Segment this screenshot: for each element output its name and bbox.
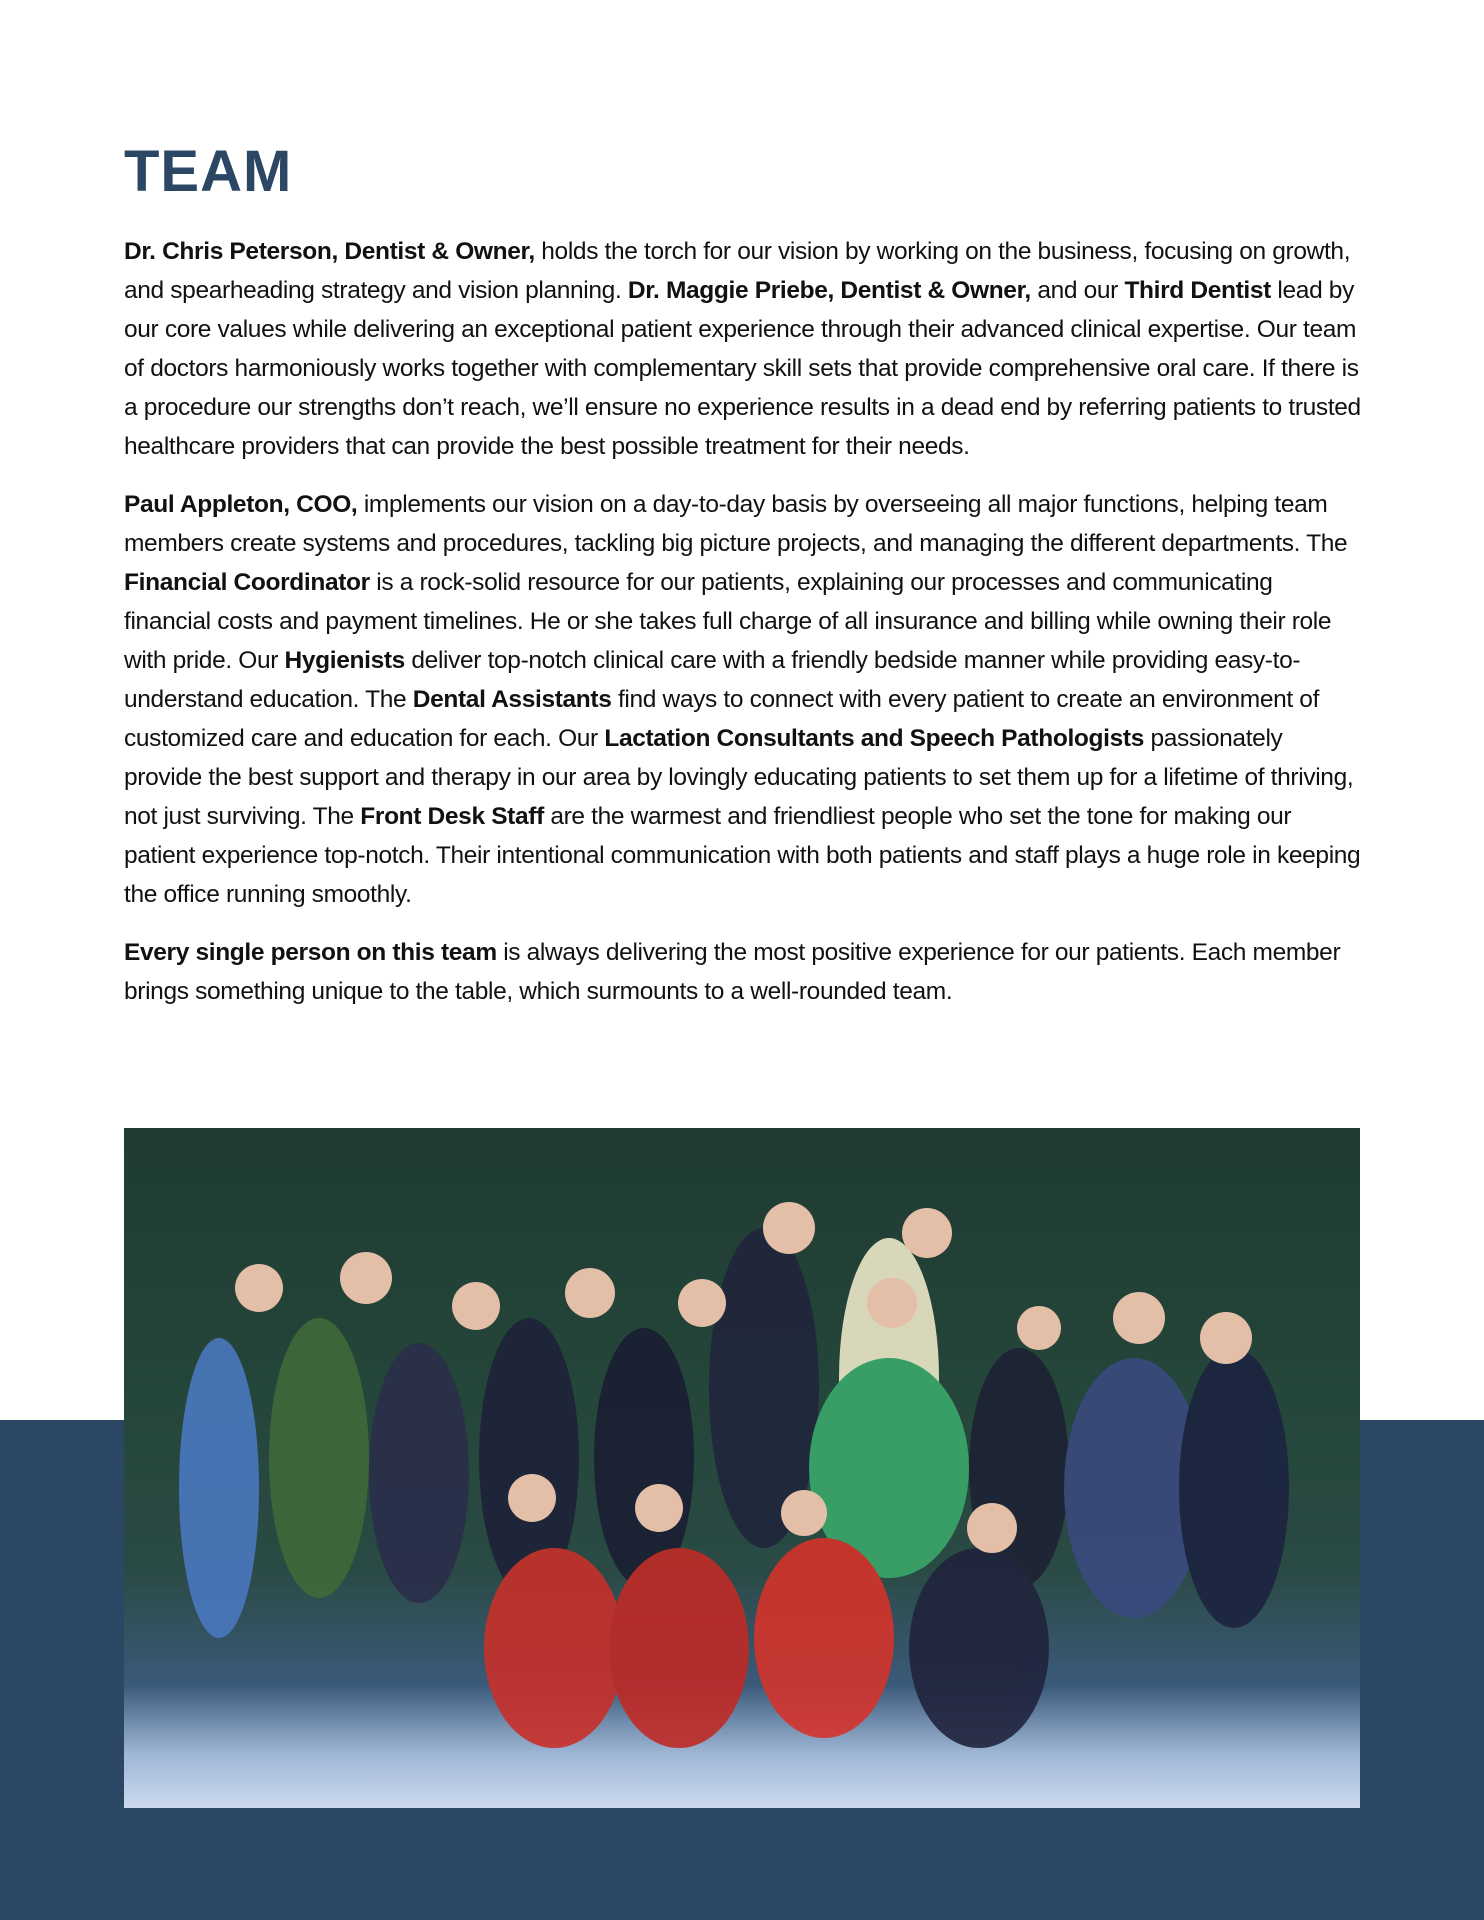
bold-text: Dental Assistants bbox=[412, 686, 612, 713]
team-group-photo bbox=[124, 1128, 1360, 1808]
text: lead by our core values while delivering an exceptional patient experience through their advanced clinical expertise. Our team of doctors harmoniously works together with complementary skill sets that provide comprehensive oral care. If there is a procedure our strengths don’t reach, we’ll ensure no experience results in a dead end by referring patients to trusted healthcare providers that can provide the best possible treatment for their needs. bbox=[124, 277, 1361, 460]
bold-text: Lactation Consultants and Speech Pathologists bbox=[604, 725, 1144, 752]
text: is always delivering the most positive experience for our patients. Each member brings something unique to the table, which surmounts to a well-rounded team. bbox=[124, 939, 1341, 1005]
page-title: TEAM bbox=[124, 139, 293, 204]
bold-text: Front Desk Staff bbox=[360, 803, 544, 830]
text: implements our vision on a day-to-day basis by overseeing all major functions, helping team members create systems and procedures, tackling big picture projects, and managing the different departments. The bbox=[124, 491, 1348, 557]
bold-text: Third Dentist bbox=[1124, 277, 1271, 304]
team-description bbox=[124, 232, 1364, 1030]
text: is a rock-solid resource for our patients, explaining our processes and communicating financial costs and payment timelines. He or she takes full charge of all insurance and billing while owning their role with pride. Our bbox=[124, 569, 1332, 674]
bold-text: Every single person on this team bbox=[124, 939, 497, 966]
text: are the warmest and friendliest people who set the tone for making our patient experience top-notch. Their intentional communication with both patients and staff plays a huge role in keeping the office running smoothly. bbox=[124, 803, 1361, 908]
bold-text: Hygienists bbox=[284, 647, 405, 674]
text: deliver top-notch clinical care with a friendly bedside manner while providing easy-to-understand education. The bbox=[124, 647, 1301, 713]
bold-text: Financial Coordinator bbox=[124, 569, 370, 596]
paragraph-doctors bbox=[124, 232, 1364, 466]
team-photo-illustration bbox=[124, 1128, 1360, 1808]
bold-text: Dr. Chris Peterson, Dentist & Owner, bbox=[124, 238, 535, 265]
bold-text: Dr. Maggie Priebe, Dentist & Owner, bbox=[627, 277, 1031, 304]
paragraph-staff bbox=[124, 485, 1364, 914]
text: and our bbox=[1030, 277, 1125, 304]
paragraph-summary bbox=[124, 933, 1364, 1011]
text: passionately provide the best support and therapy in our area by lovingly educating patients to set them up for a lifetime of thriving, not just surviving. The bbox=[124, 725, 1354, 830]
text: find ways to connect with every patient to create an environment of customized care and education for each. Our bbox=[124, 686, 1320, 752]
bold-text: Paul Appleton, COO, bbox=[124, 491, 358, 518]
text: holds the torch for our vision by working on the business, focusing on growth, and spearheading strategy and vision planning. bbox=[124, 238, 1351, 304]
